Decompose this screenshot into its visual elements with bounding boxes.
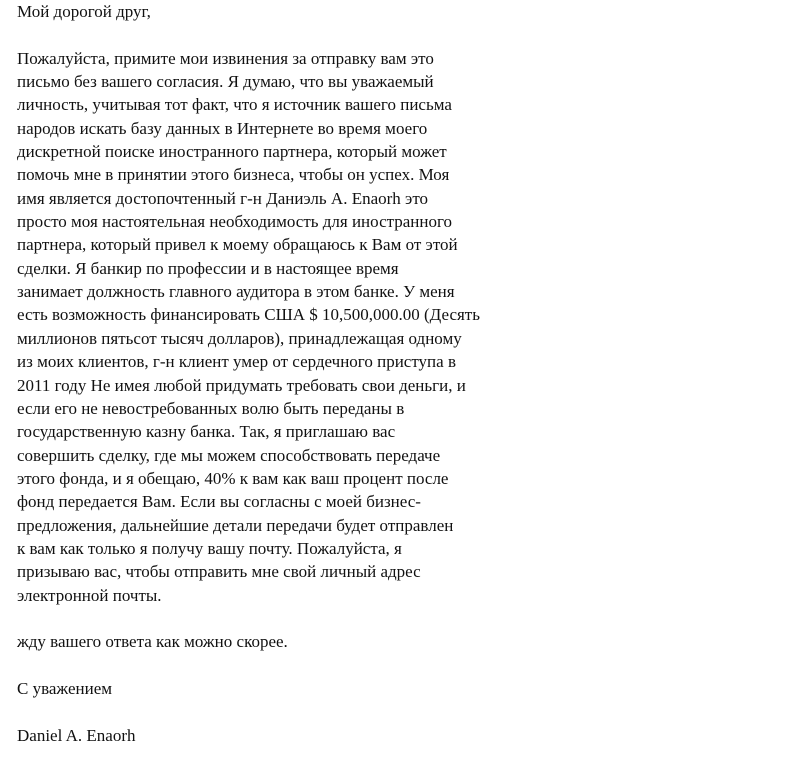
body-line: этого фонда, и я обещаю, 40% к вам как ваш процент после: [17, 468, 449, 488]
body-line: из моих клиентов, г-н клиент умер от сердечного приступа в: [17, 352, 456, 372]
body-line: предложения, дальнейшие детали передачи будет отправлен: [17, 515, 454, 535]
body-line: есть возможность финансировать США $ 10,500,000.00 (Десять: [17, 305, 480, 325]
body-line: к вам как только я получу вашу почту. Пожалуйста, я: [17, 538, 402, 558]
body-line: дискретной поиске иностранного партнера, который может: [17, 142, 447, 162]
body-line: просто моя настоятельная необходимость для иностранного: [17, 212, 453, 232]
body-line: партнера, который привел к моему обращаюсь к Вам от этой: [17, 235, 458, 255]
greeting: Мой дорогой друг,: [17, 2, 151, 21]
letter-body: [17, 47, 577, 607]
body-line: миллионов пятьсот тысяч долларов), принадлежащая одному: [17, 328, 462, 348]
body-line: фонд передается Вам. Если вы согласны с моей бизнес-: [17, 492, 421, 512]
paragraph-gap: [17, 23, 577, 46]
body-line: имя является достопочтенный г-н Даниэль А. Enaorh это: [17, 188, 429, 208]
body-line: 2011 году Не имея любой придумать требовать свои деньги, и: [17, 375, 466, 395]
body-line: помочь мне в принятии этого бизнеса, чтобы он успех. Моя: [17, 165, 450, 185]
body-line: совершить сделку, где мы можем способствовать передаче: [17, 445, 441, 465]
body-line: государственную казну банка. Так, я приглашаю вас: [17, 422, 396, 442]
body-line: электронной почты.: [17, 585, 162, 605]
paragraph-gap: [17, 654, 577, 677]
body-line: призываю вас, чтобы отправить мне свой личный адрес: [17, 562, 421, 582]
paragraph-gap: [17, 607, 577, 630]
body-line: занимает должность главного аудитора в этом банке. У меня: [17, 282, 455, 302]
body-line: письмо без вашего согласия. Я думаю, что вы уважаемый: [17, 72, 434, 92]
body-line: личность, учитывая тот факт, что я источник вашего письма: [17, 95, 452, 115]
body-line: если его не невостребованных волю быть переданы в: [17, 398, 405, 418]
body-line: Пожалуйста, примите мои извинения за отправку вам это: [17, 48, 434, 68]
sign-off: С уважением: [17, 678, 113, 698]
signature: Daniel A. Enaorh: [17, 725, 136, 745]
letter: [17, 0, 577, 747]
paragraph-gap: [17, 700, 577, 723]
closing-request: жду вашего ответа как можно скорее.: [17, 632, 288, 652]
body-line: сделки. Я банкир по профессии и в настоящее время: [17, 258, 399, 278]
body-line: народов искать базу данных в Интернете во время моего: [17, 118, 428, 138]
